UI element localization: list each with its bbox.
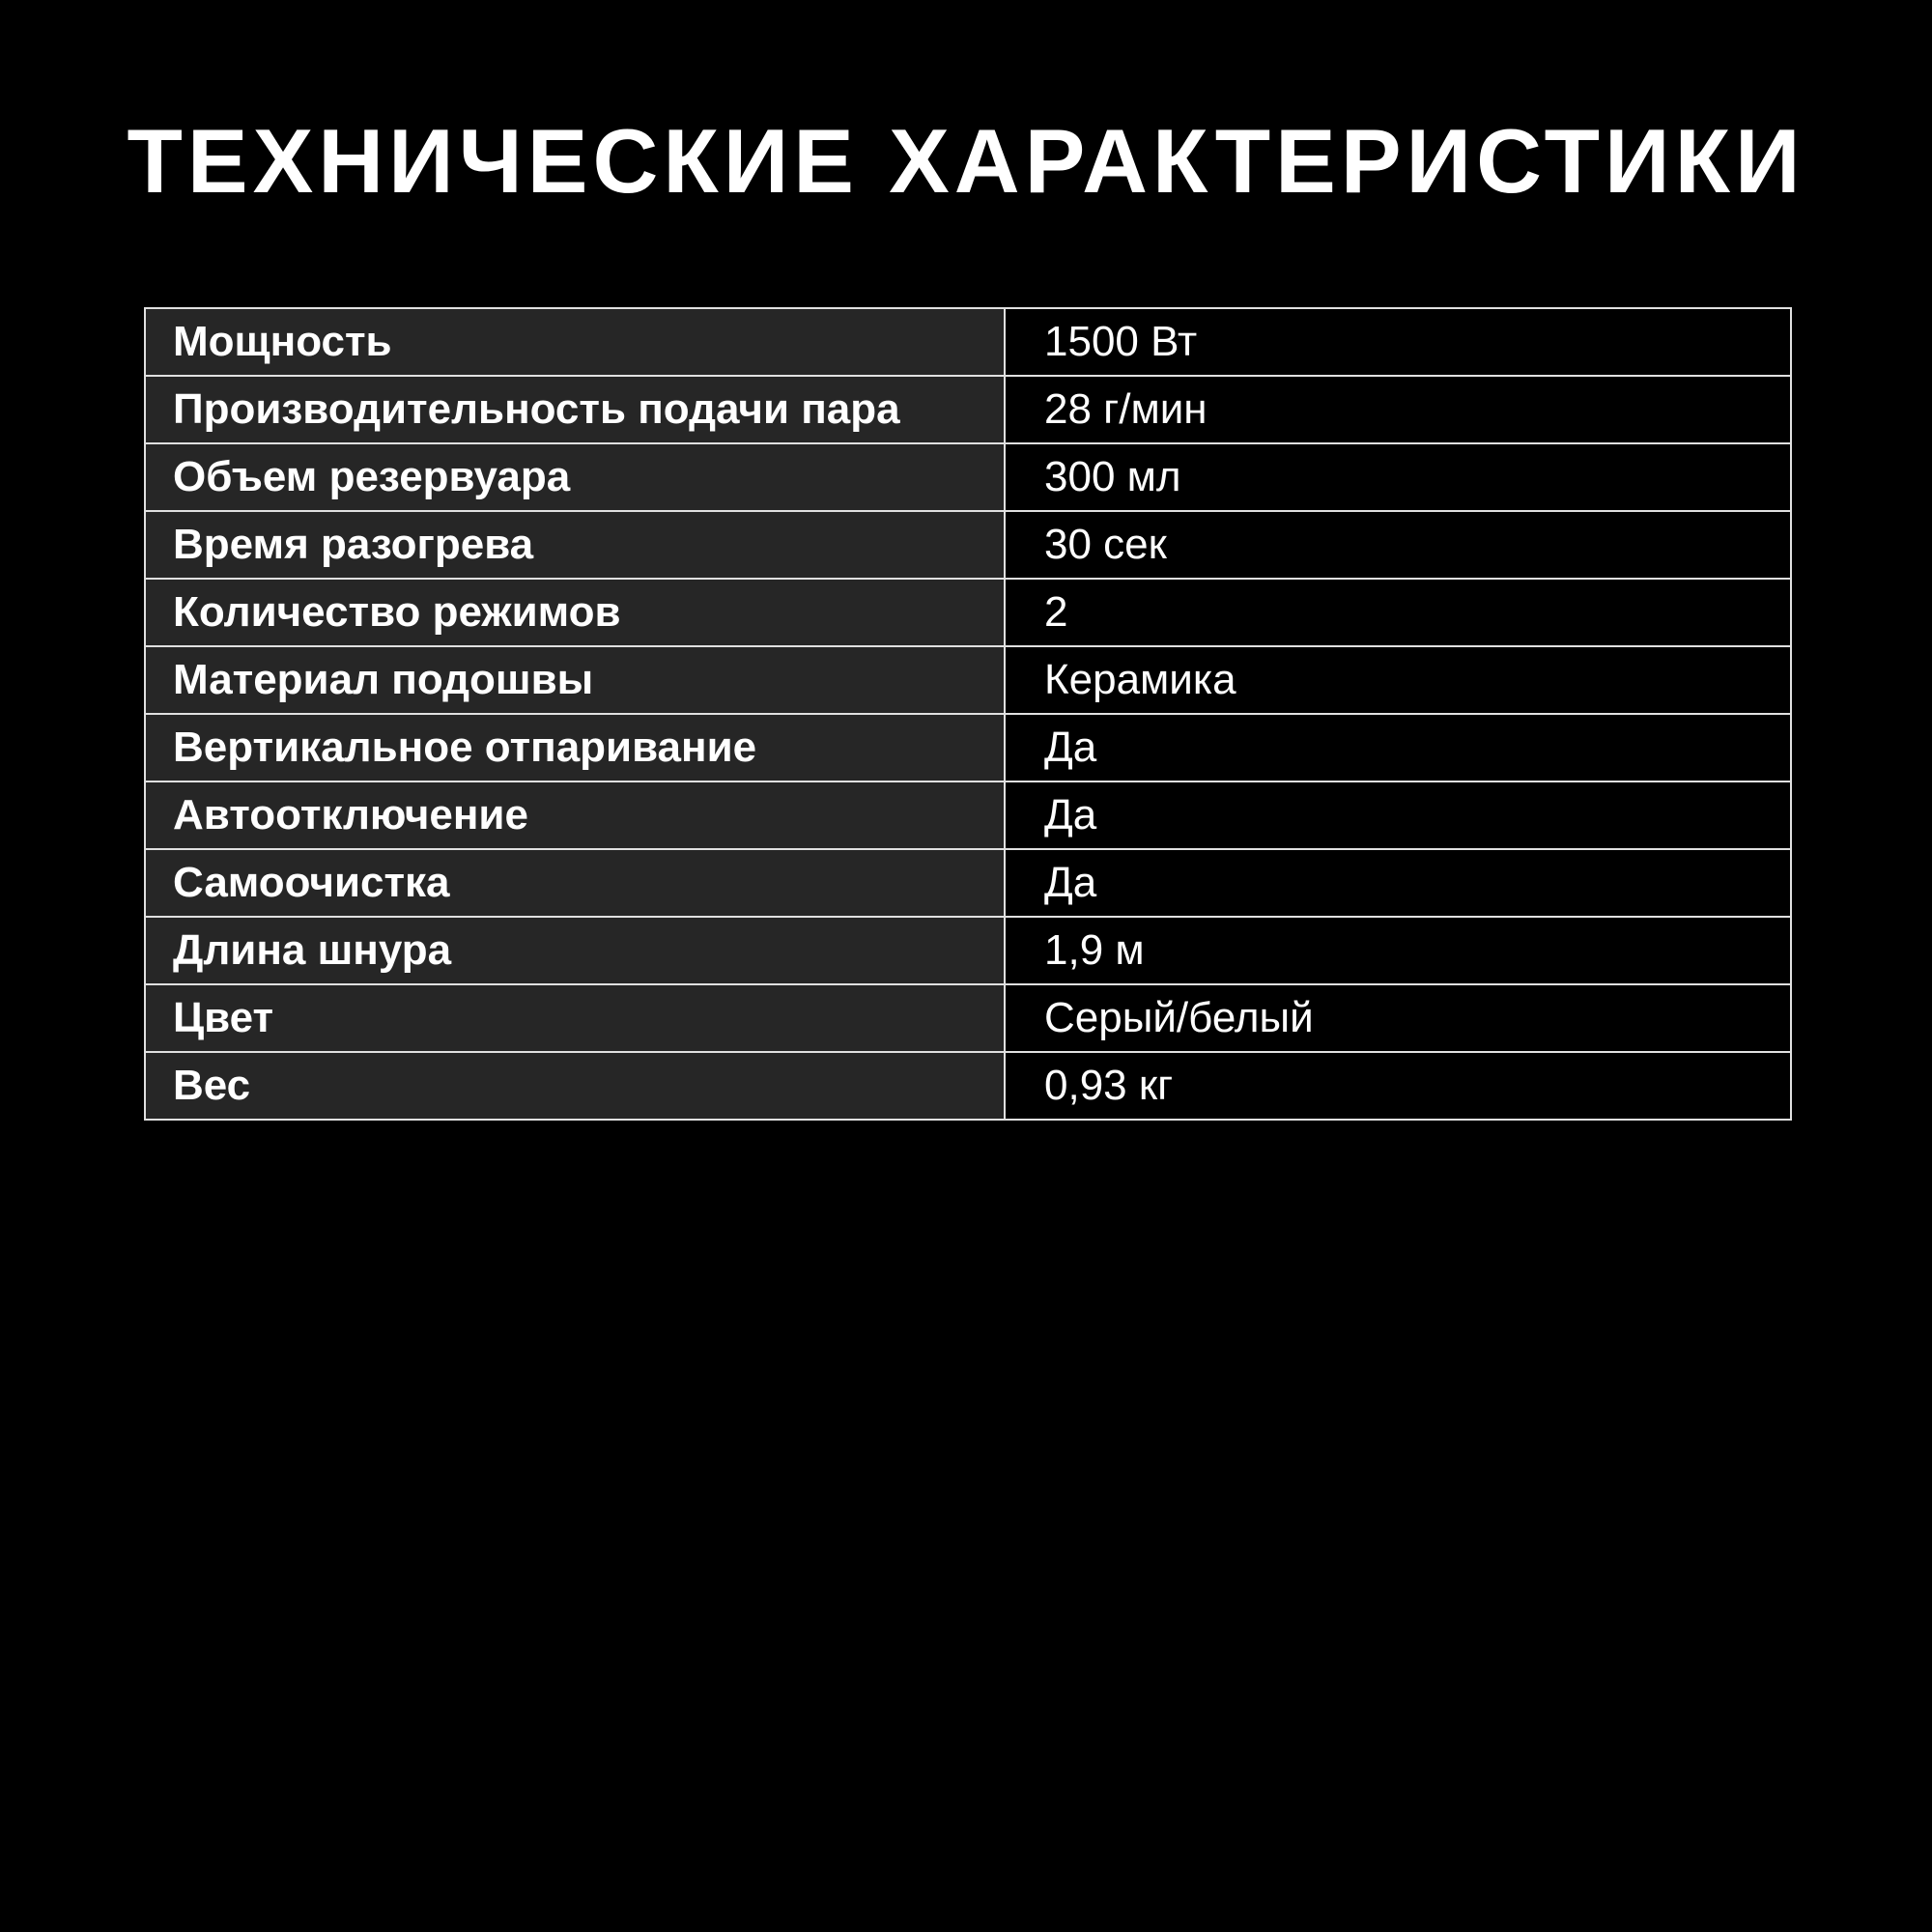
table-row xyxy=(145,849,1791,917)
spec-label: Мощность xyxy=(145,308,1005,376)
spec-label: Количество режимов xyxy=(145,579,1005,646)
table-row xyxy=(145,308,1791,376)
table-row xyxy=(145,714,1791,781)
spec-value: 2 xyxy=(1005,579,1791,646)
spec-value: 1500 Вт xyxy=(1005,308,1791,376)
spec-label: Самоочистка xyxy=(145,849,1005,917)
specifications-table xyxy=(144,307,1792,1121)
table-row xyxy=(145,917,1791,984)
spec-value: Серый/белый xyxy=(1005,984,1791,1052)
spec-label: Цвет xyxy=(145,984,1005,1052)
spec-value: 28 г/мин xyxy=(1005,376,1791,443)
spec-value: Да xyxy=(1005,849,1791,917)
table-row xyxy=(145,376,1791,443)
table-row xyxy=(145,781,1791,849)
spec-value: Да xyxy=(1005,781,1791,849)
spec-value: 300 мл xyxy=(1005,443,1791,511)
spec-value: 1,9 м xyxy=(1005,917,1791,984)
table-row xyxy=(145,984,1791,1052)
spec-label: Длина шнура xyxy=(145,917,1005,984)
spec-label: Вес xyxy=(145,1052,1005,1120)
page-title: ТЕХНИЧЕСКИЕ ХАРАКТЕРИСТИКИ xyxy=(127,110,1805,212)
spec-label: Автоотключение xyxy=(145,781,1005,849)
table-row xyxy=(145,443,1791,511)
spec-label: Время разогрева xyxy=(145,511,1005,579)
spec-label: Объем резервуара xyxy=(145,443,1005,511)
spec-value: 30 сек xyxy=(1005,511,1791,579)
spec-value: Да xyxy=(1005,714,1791,781)
spec-label: Производительность подачи пара xyxy=(145,376,1005,443)
spec-label: Материал подошвы xyxy=(145,646,1005,714)
spec-value: Керамика xyxy=(1005,646,1791,714)
table-row xyxy=(145,646,1791,714)
table-row xyxy=(145,1052,1791,1120)
spec-label: Вертикальное отпаривание xyxy=(145,714,1005,781)
table-row xyxy=(145,579,1791,646)
spec-value: 0,93 кг xyxy=(1005,1052,1791,1120)
table-row xyxy=(145,511,1791,579)
